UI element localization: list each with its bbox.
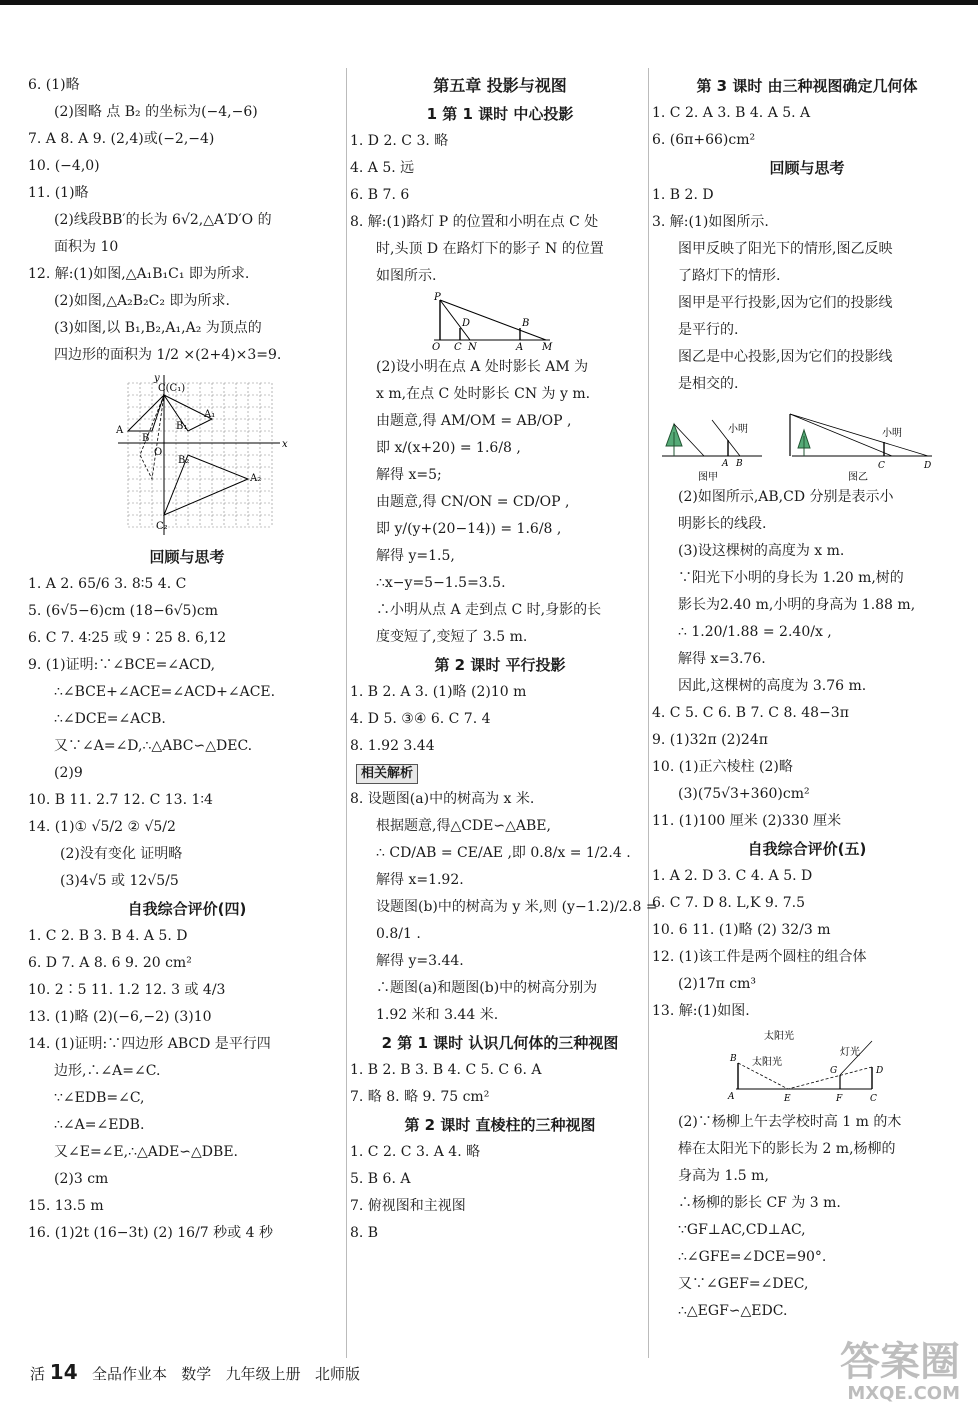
- answer-line: (3)设这棵树的高度为 x m.: [678, 543, 845, 559]
- label-o: O: [432, 342, 441, 352]
- label-p: P: [434, 292, 441, 303]
- answer-line: 1. B 2. B 3. B 4. C 5. C 6. A: [350, 1062, 542, 1078]
- label-b: B: [142, 433, 150, 444]
- answer-line: 6. C 7. 4∶25 或 9∶25 8. 6,12: [28, 630, 227, 646]
- answer-line: 12. 解:(1)如图,△A₁B₁C₁ 即为所求.: [28, 266, 250, 282]
- section-heading: 第 2 课时 直棱柱的三种视图: [404, 1116, 596, 1134]
- answer-line: 8. 1.92 3.44: [350, 738, 435, 754]
- answer-column-1: [28, 72, 346, 1247]
- watermark-logo: [800, 1340, 960, 1410]
- person-label-2: 小明: [882, 428, 902, 439]
- answer-line: 10. (1)正六棱柱 (2)略: [652, 759, 793, 775]
- answer-line: ∴∠A=∠EDB.: [54, 1117, 145, 1133]
- answer-line: 13. 解:(1)如图.: [652, 1003, 750, 1019]
- label-c: C: [870, 1094, 877, 1104]
- answer-line: 1. C 2. A 3. B 4. A 5. A: [652, 105, 811, 121]
- answer-line: 是相交的.: [678, 376, 739, 392]
- answer-line: 11. (1)100 厘米 (2)330 厘米: [652, 813, 842, 829]
- answer-line: ∵∠EDB=∠C,: [54, 1090, 145, 1106]
- answer-line: ∵阳光下小明的身长为 1.20 m,树的: [678, 570, 904, 586]
- subject: 数学: [181, 1365, 212, 1383]
- answer-line: 14. (1)证明:∵四边形 ABCD 是平行四: [28, 1036, 271, 1052]
- page-number: 14: [49, 1360, 78, 1384]
- shadow-comparison-figure: [652, 400, 952, 482]
- label-m: M: [542, 342, 553, 352]
- label-c: C: [454, 342, 462, 352]
- answer-line: ∵GF⊥AC,CD⊥AC,: [678, 1222, 806, 1238]
- answer-line: (2)9: [54, 765, 83, 781]
- sunlight-label-2: 太阳光: [752, 1057, 782, 1068]
- label-f: F: [836, 1094, 843, 1104]
- answer-line: 1. C 2. B 3. B 4. A 5. D: [28, 928, 188, 944]
- label-b: B: [730, 1054, 737, 1064]
- axis-y-label: y: [154, 373, 160, 384]
- answer-line: ∴x−y=5−1.5=3.5.: [376, 575, 506, 591]
- answer-line: 10. 2∶5 11. 1.2 12. 3 或 4/3: [28, 982, 226, 998]
- label-n: N: [468, 342, 477, 352]
- answer-line: 9. (1)证明:∵∠BCE=∠ACD,: [28, 657, 216, 673]
- answer-line: 了路灯下的情形.: [678, 268, 781, 284]
- answer-line: 13. (1)略 (2)(−6,−2) (3)10: [28, 1009, 212, 1025]
- answer-line: 解得 y=1.5,: [376, 548, 455, 564]
- answer-line: (2)如图,△A₂B₂C₂ 即为所求.: [54, 293, 230, 309]
- section-heading: 回顾与思考: [149, 548, 225, 566]
- label-b2: B₂: [178, 455, 190, 466]
- answer-line: ∴ 1.20/1.88 = 2.40/x ,: [678, 624, 832, 640]
- answer-line: (2)线段BB′的长为 6√2,△A′D′O 的: [54, 212, 272, 228]
- answer-line: 6. B 7. 6: [350, 187, 410, 203]
- label-a: A: [728, 1092, 735, 1102]
- label-a: A: [116, 425, 124, 436]
- watermark-main: 答案圈: [840, 1339, 960, 1385]
- coordinate-grid-figure: [28, 371, 328, 541]
- answer-line: 1. C 2. C 3. A 4. 略: [350, 1144, 481, 1160]
- answer-line: 4. A 5. 远: [350, 160, 415, 176]
- person-label-1: 小明: [728, 424, 748, 435]
- answer-line: x m,在点 C 处时影长 CN 为 y m.: [376, 386, 591, 402]
- answer-line: ∴∠GFE=∠DCE=90°.: [678, 1249, 827, 1265]
- answer-line: 由题意,得 AM/OM = AB/OP ,: [376, 413, 572, 429]
- answer-line: 10. 6 11. (1)略 (2) 32/3 m: [652, 922, 831, 938]
- caption-a: 图甲: [698, 472, 718, 482]
- caption-b: 图乙: [848, 472, 868, 482]
- answer-line: (2)如图所示,AB,CD 分别是表示小: [678, 489, 894, 505]
- edition: 北师版: [314, 1365, 360, 1383]
- answer-line: 面积为 10: [54, 239, 119, 255]
- answer-line: (2)3 cm: [54, 1171, 109, 1187]
- answer-line: (2)∵杨柳上午去学校时高 1 m 的木: [678, 1114, 902, 1130]
- answer-line: 解得 x=1.92.: [376, 872, 464, 888]
- page-footer: [30, 1360, 360, 1384]
- answer-line: 7. 俯视图和主视图: [350, 1198, 466, 1214]
- answer-line: ∴∠BCE+∠ACE=∠ACD+∠ACE.: [54, 684, 276, 700]
- answer-line: ∴题图(a)和题图(b)中的树高分别为: [376, 980, 598, 996]
- answer-line: ∴杨柳的影长 CF 为 3 m.: [678, 1195, 841, 1211]
- answer-line: 12. (1)该工件是两个圆柱的组合体: [652, 949, 867, 965]
- label-g: G: [830, 1066, 838, 1076]
- answer-line: 3. 解:(1)如图所示.: [652, 214, 769, 230]
- answer-line: 8. 解:(1)路灯 P 的位置和小明在点 C 处: [350, 214, 599, 230]
- label-d: D: [924, 461, 932, 471]
- label-b: B: [736, 459, 743, 469]
- section-heading: 第 3 课时 由三种视图确定几何体: [696, 77, 918, 95]
- section-heading: 1 第 1 课时 中心投影: [426, 105, 574, 123]
- answer-line: (3)(75√3+360)cm²: [678, 786, 810, 802]
- answer-line: 边形,∴∠A=∠C.: [54, 1063, 161, 1079]
- section-heading: 第五章 投影与视图: [433, 76, 567, 95]
- label-b1: B₁: [176, 421, 188, 432]
- answer-line: 7. A 8. A 9. (2,4)或(−2,−4): [28, 131, 215, 147]
- answer-line: (2)图略 点 B₂ 的坐标为(−4,−6): [54, 104, 258, 120]
- sunlight-lamplight-figure: [652, 1027, 952, 1107]
- origin-label: O: [154, 447, 163, 458]
- top-border: [0, 0, 978, 5]
- answer-line: 时,头顶 D 在路灯下的影子 N 的位置: [376, 241, 604, 257]
- sunlight-label-1: 太阳光: [764, 1031, 794, 1042]
- answer-line: 又∵∠A=∠D,∴△ABC∽△DEC.: [54, 738, 253, 754]
- label-b: B: [522, 318, 530, 329]
- answer-line: ∴ CD/AB = CE/AE ,即 0.8/x = 1/2.4 .: [376, 845, 631, 861]
- answer-line: 棒在太阳光下的影长为 2 m,杨柳的: [678, 1141, 896, 1157]
- section-heading: 回顾与思考: [769, 159, 845, 177]
- section-heading: 2 第 1 课时 认识几何体的三种视图: [381, 1034, 619, 1052]
- label-a1: A₁: [204, 409, 216, 420]
- label-d: D: [462, 318, 471, 329]
- answer-line: ∴△EGF∽△EDC.: [678, 1303, 788, 1319]
- section-heading: 自我综合评价(五): [747, 840, 867, 858]
- answer-line: 15. 13.5 m: [28, 1198, 104, 1214]
- answer-line: 又∠E=∠E,∴△ADE∽△DBE.: [54, 1144, 238, 1160]
- answer-line: 6. D 7. A 8. 6 9. 20 cm²: [28, 955, 192, 971]
- label-a: A: [516, 342, 524, 352]
- answer-line: (3)如图,以 B₁,B₂,A₁,A₂ 为顶点的: [54, 320, 262, 336]
- answer-line: 1.92 米和 3.44 米.: [376, 1007, 499, 1023]
- label-c2: C₂: [156, 521, 168, 532]
- answer-line: 解得 y=3.44.: [376, 953, 464, 969]
- answer-line: 如图所示.: [376, 268, 437, 284]
- answer-line: 即 x/(x+20) = 1.6/8 ,: [376, 440, 521, 456]
- section-heading: 自我综合评价(四): [127, 900, 247, 918]
- lamplight-label: 灯光: [840, 1047, 860, 1058]
- label-d: D: [876, 1066, 884, 1076]
- answer-line: 5. (6√5−6)cm (18−6√5)cm: [28, 603, 218, 619]
- answer-line: 四边形的面积为 1/2 ×(2+4)×3=9.: [54, 347, 282, 363]
- answer-line: 6. (6π+66)cm²: [652, 132, 756, 148]
- answer-line: 解得 x=3.76.: [678, 651, 766, 667]
- label-a2: A₂: [250, 473, 262, 484]
- answer-line: 11. (1)略: [28, 185, 89, 201]
- answer-line: 1. B 2. D: [652, 187, 714, 203]
- answer-line: 16. (1)2t (16−3t) (2) 16/7 秒或 4 秒: [28, 1225, 273, 1241]
- answer-line: 是平行的.: [678, 322, 739, 338]
- answer-line: 6. C 7. D 8. L,K 9. 7.5: [652, 895, 805, 911]
- answer-line: ∴∠DCE=∠ACB.: [54, 711, 166, 727]
- answer-line: 0.8/1 .: [376, 926, 421, 942]
- answer-line: (2)设小明在点 A 处时影长 AM 为: [376, 359, 589, 375]
- book-title: 全品作业本: [91, 1365, 167, 1383]
- section-heading: 第 2 课时 平行投影: [434, 656, 566, 674]
- footer-prefix: 活: [30, 1365, 46, 1383]
- label-c: C: [878, 461, 885, 471]
- answer-line: (2)没有变化 证明略: [60, 846, 183, 862]
- answer-line: 8. 设题图(a)中的树高为 x 米.: [350, 791, 535, 807]
- axis-x-label: x: [282, 439, 288, 450]
- answer-line: 由题意,得 CN/ON = CD/OP ,: [376, 494, 570, 510]
- answer-line: 10. B 11. 2.7 12. C 13. 1∶4: [28, 792, 213, 808]
- answer-line: 14. (1)① √5/2 ② √5/2: [28, 819, 176, 835]
- answer-line: 8. B: [350, 1225, 379, 1241]
- answer-line: 根据题意,得△CDE∽△ABE,: [376, 818, 551, 834]
- grade: 九年级上册: [225, 1365, 301, 1383]
- street-lamp-figure: [350, 292, 640, 352]
- answer-line: 4. D 5. ③④ 6. C 7. 4: [350, 711, 491, 727]
- answer-line: (2)17π cm³: [678, 976, 757, 992]
- answer-line: (3)4√5 或 12√5/5: [60, 873, 179, 889]
- answer-line: 身高为 1.5 m,: [678, 1168, 769, 1184]
- label-e: E: [784, 1094, 791, 1104]
- answer-line: 明影长的线段.: [678, 516, 767, 532]
- watermark-site: MXQE.COM: [847, 1383, 960, 1404]
- answer-line: 9. (1)32π (2)24π: [652, 732, 768, 748]
- answer-line: 因此,这棵树的高度为 3.76 m.: [678, 678, 867, 694]
- answer-line: 7. 略 8. 略 9. 75 cm²: [350, 1089, 490, 1105]
- answer-line: 设题图(b)中的树高为 y 米,则 (y−1.2)/2.8 =: [376, 899, 658, 915]
- answer-line: 影长为2.40 m,小明的身高为 1.88 m,: [678, 597, 916, 613]
- answer-line: 1. A 2. D 3. C 4. A 5. D: [652, 868, 813, 884]
- answer-line: 10. (−4,0): [28, 158, 100, 174]
- answer-line: 度变短了,变短了 3.5 m.: [376, 629, 528, 645]
- answer-line: 1. A 2. 65/6 3. 8∶5 4. C: [28, 576, 187, 592]
- label-c: C(C₁): [158, 383, 186, 394]
- answer-line: 即 y/(y+(20−14)) = 1.6/8 ,: [376, 521, 562, 537]
- answer-line: 图甲反映了阳光下的情形,图乙反映: [678, 241, 893, 257]
- answer-line: 图乙是中心投影,因为它们的投影线: [678, 349, 893, 365]
- answer-column-3: [652, 72, 962, 1325]
- answer-line: 解得 x=5;: [376, 467, 442, 483]
- answer-line: 又∵∠GEF=∠DEC,: [678, 1276, 809, 1292]
- analysis-tag: 相关解析: [356, 764, 418, 784]
- answer-line: 1. B 2. A 3. (1)略 (2)10 m: [350, 684, 527, 700]
- answer-column-2: [350, 72, 658, 1247]
- answer-line: 4. C 5. C 6. B 7. C 8. 48−3π: [652, 705, 849, 721]
- answer-line: ∴小明从点 A 走到点 C 时,身影的长: [376, 602, 602, 618]
- answer-line: 图甲是平行投影,因为它们的投影线: [678, 295, 893, 311]
- answer-line: 5. B 6. A: [350, 1171, 411, 1187]
- column-divider: [346, 68, 347, 1358]
- label-a: A: [722, 459, 729, 469]
- answer-line: 1. D 2. C 3. 略: [350, 133, 449, 149]
- answer-line: 6. (1)略: [28, 77, 80, 93]
